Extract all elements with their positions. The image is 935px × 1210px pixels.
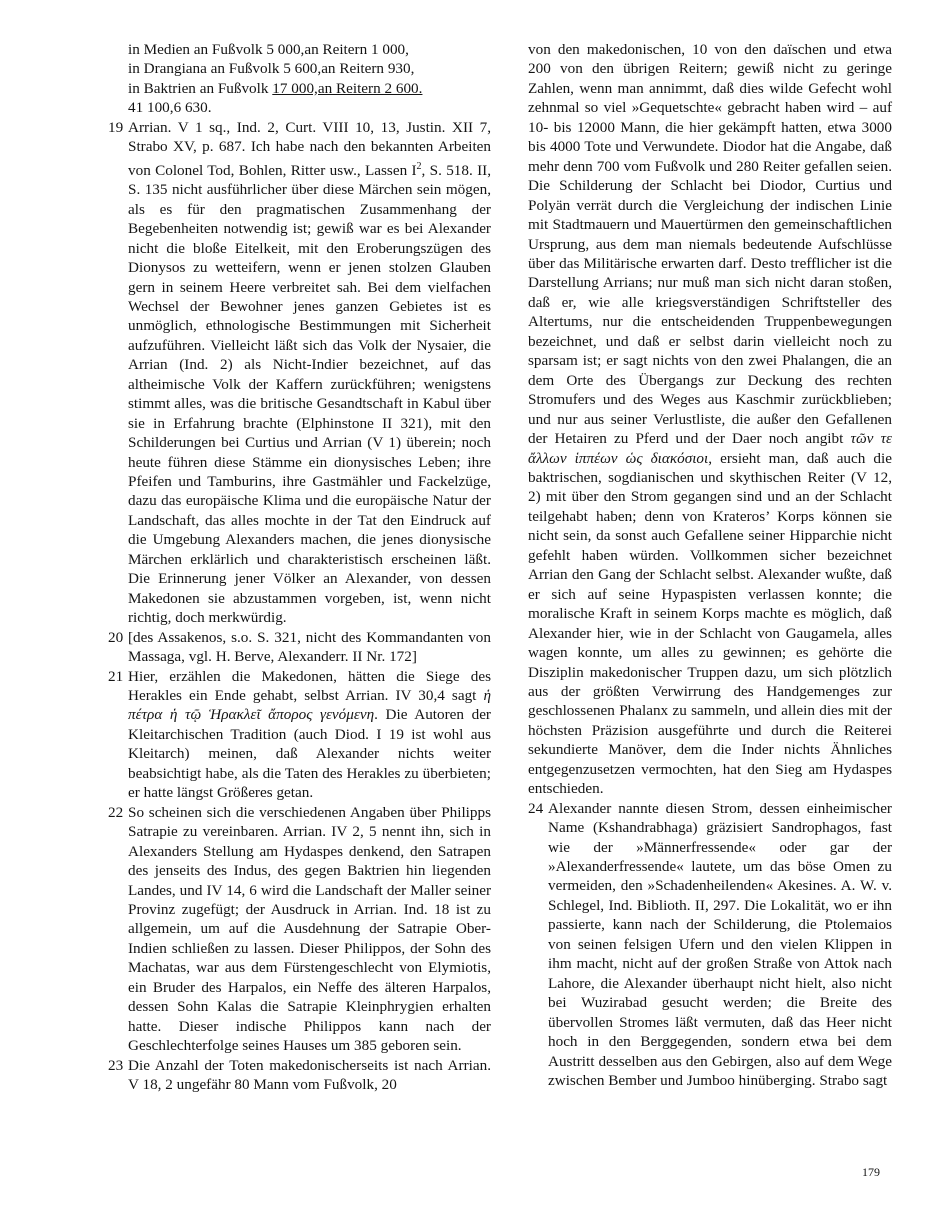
footnote-19-text-b: , S. 518. II, S. 135 nicht ausführlicher über diese Märchen sein mögen, als es für den pragmatischen Zusammenhang der Begebenheiten notwendig ist; gewiß war es bei Alexander nicht die bloße Eitelkeit, mit den Eroberungszügen des Dionysos zu wetteifern, wenn er jenen stolzen Glauben gern in seinem Heere verbreitet sah. Bei dem vielfachen Wechsel der Bewohner jenes ganzen Gebietes ist es unmöglich, ethnologische Bestimmungen mit Sicherheit aufzuführen. Vielleicht läßt sich das Volk der Nysaier, die Arrian (Ind. 2) als Nicht-Indier bezeichnet, auf das altheimische Volk der Kaffern zurückführen; wenigstens stimmt alles, was die britische Gesandtschaft in Kabul über sie in Erfahrung brachte (Elphinstone II 321), mit den Schilderungen bei Curtius und Arrian (V 1) überein; noch heute führen diese Stämme ein dionysisches Leben; ihre Pfeifen und Tamburins, ihre Gastmähler und Fackelzüge, dazu das europäische Klima und die europäische Natur der Landschaft, das alles mochte in der Tat den Eindruck auf die Umgebung Alexanders machen, die jenes dionysische Märchen erklärlich und charakteristisch erscheinen läßt. Die Erinnerung jener Völker an Alexander, von dessen Makedonen sie abzustammen vorgeben, ist, wenn nicht richtig, doch merkwürdig. <box>128 161 491 627</box>
footnote-21 <box>108 667 491 803</box>
footnote-21-greek: ἡ πέτρα ἡ τῷ Ἡρακλεῖ ἄπορος γενόμενη <box>128 687 491 724</box>
footnote-20-number: 20 <box>108 628 124 646</box>
page-number: 179 <box>862 1165 880 1179</box>
table-row-drangiana: in Drangiana an Fußvolk 5 600,an Reitern 930, <box>128 60 415 78</box>
table-row-baktrien-prefix: in Baktrien an Fußvolk <box>128 79 273 97</box>
footnote-19 <box>108 118 491 628</box>
footnote-23-greek: τῶν τε ἄλλων ἱππέων ὡς διακόσιοι <box>528 430 892 467</box>
footnote-20-text: [des Assakenos, s.o. S. 321, nicht des Kommandanten von Massaga, vgl. H. Berve, Alexanderr. II Nr. 172] <box>128 628 491 666</box>
footnote-22-number: 22 <box>108 803 124 821</box>
footnote-23 <box>108 1056 491 1095</box>
footnote-24 <box>528 799 892 1091</box>
left-column <box>108 40 491 1095</box>
footnote-22-text: So scheinen sich die verschiedenen Angaben über Philipps Satrapie zu vereinbaren. Arrian. IV 2, 5 nennt ihn, sich in Alexanders Stellung am Hydaspes denkend, den Satrapen des jenseits des Indus, des gegen Baktrien hin liegenden Landes, und IV 14, 6 wird die Landschaft der Maller seiner Provinz zugefügt; der Ausdruck in Arrian. Ind. 18 ist zu allgemein, um auf die Ausdehnung der Satrapie Ober-Indien schließen zu lassen. Dieser Philippos, der Sohn des Machatas, war aus dem Fürstengeschlecht von Elymiotis, ein Bruder des Harpalos, ein Neffe des älteren Harpalos, dessen Sohn Kalas die Satrapie Kleinphrygien erhalten hatte. Dieser indische Philippos kann nach der Geschlechterfolge seines Hauses um 385 geboren sein. <box>128 803 491 1055</box>
table-total: 41 100,6 630. <box>128 99 212 117</box>
footnote-19-superscript: 2 <box>416 160 422 172</box>
footnote-21-text-a: Hier, erzählen die Makedonen, hätten die Siege des Herakles ein Ende gehabt, selbst Arrian. IV 30,4 sagt <box>128 667 491 705</box>
right-column <box>528 40 892 1090</box>
table-row-baktrien <box>108 79 491 98</box>
footnote-23-number: 23 <box>108 1056 124 1074</box>
footnote-19-number: 19 <box>108 118 124 136</box>
footnote-23-text-right-a: von den makedonischen, 10 von den daïschen und etwa 200 von den übrigen Reitern; gewiß nicht zu geringe Zahlen, wenn man annimmt, daß dies wilde Gefecht wohl zehnmal so viel »Gequetschte« gebracht haben wird – auf 10- bis 12000 Mann, die hier gekämpft hatten, etwa 3000 bis 4000 Tote und Verwundete. Diodor hat die Angabe, daß mehr denn 700 vom Fußvolk und 280 Reiter gefallen seien. Die Schilderung der Schlacht bei Diodor, Curtius und Polyän verrät durch die Vergleichung der indischen Linie mit Stadtmauern und Mauertürmen den gemeinschaftlichen Ursprung, aus dem man niemals bedeutende Aufschlüsse über das Militärische erwarten darf. Desto trefflicher ist die Darstellung Arrians; nur muß man sich nicht daran stoßen, daß er, wie alle kriegsverständigen Schriftsteller des Altertums, nur die entscheidenden Truppenbewegungen bezeichnet, und daß er selbst darin vielleicht noch zu sparsam ist; er sagt nichts von den zwei Phalangen, die an dem Orte des Übergangs zur Deckung des rechten Stromufers und des Weges aus Kaschmir zurückblieben; und nur aus seiner Verlustliste, die außer den Gefallenen der Hetairen zu Pferd und der Daer noch angibt <box>528 41 892 448</box>
footnote-23-continued <box>528 40 892 799</box>
footnote-20 <box>108 628 491 667</box>
footnote-21-number: 21 <box>108 667 124 685</box>
footnote-24-text: Alexander nannte diesen Strom, dessen einheimischer Name (Kshandrabhaga) gräzisiert Sandrophagos, fast wie der »Männerfressende« oder gar der »Alexanderfressende« lautete, um das böse Omen zu vermeiden, den »Schadenheilenden« Akesines. A. W. v. Schlegel, Ind. Biblioth. II, 297. Die Lokalität, wo er ihn passierte, kann nach der Schilderung, die Ptolemaios von seinen felsigen Ufern und den vielen Klippen in ihm macht, nicht auf der großen Straße von Attok nach Lahore, die Alexander überhaupt nicht hielt, also nicht bei Wuzirabad gesucht werden; die Breite des übervollen Stromes läßt vermuten, daß das Heer nicht hoch in den Berggegenden, sondern etwa bei dem Austritt desselben aus den Gebirgen, also auf dem Wege zwischen Bember und Jumboo hinüberging. Strabo sagt <box>548 799 892 1090</box>
footnote-21-text-b: . Die Autoren der Kleitarchischen Tradition (auch Diod. I 19 ist wohl aus Kleitarch) meinen, daß Alexander nichts weiter beabsichtigt habe, als die Taten des Herakles zu überbieten; er hatte längst Größeres getan. <box>128 706 491 802</box>
footnote-19-text-a: Arrian. V 1 sq., Ind. 2, Curt. VIII 10, 13, Justin. XII 7, Strabo XV, p. 687. Ich habe nach den bekannten Arbeiten von Colonel Tod, Bohlen, Ritter usw., Lassen I <box>128 118 491 179</box>
footnote-23-text-right-b: , ersieht man, daß auch die baktrischen, sogdianischen und skythischen Reiter (V 12, 2) mit über den Strom gegangen sind und an der Schlacht teilgehabt haben; denn von Krateros’ Korps können sie nicht sein, da sonst auch Gefallene seiner Hipparchie nicht gefehlt haben würden. Vollkommen sicher bezeichnet Arrian den Gang der Schlacht selbst. Alexander wußte, daß er sich auf seine Hypaspisten verlassen konnte; die moralische Kraft in seinem Korps machte es möglich, daß Alexander hier, wie in der Schlacht von Gaugamela, alles wagen konnte, um alles zu gewinnen; es gehörte die Disziplin makedonischer Truppen dazu, um sich plötzlich aus der größten Verwirrung des Handgemenges zur geschlossenen Phalanx zu sammeln, und allein dies mit der höchsten Präzision ausgeführte und durch die Reiterei sekundierte Manöver, dem die Inder nichts Ähnliches entgegenzusetzen vermochten, hat den Sieg am Hydaspes entschieden. <box>528 449 892 798</box>
table-row-medien: in Medien an Fußvolk 5 000,an Reitern 1 000, <box>128 41 409 58</box>
footnote-24-number: 24 <box>528 799 544 817</box>
table-row-baktrien-underlined: 17 000,an Reitern 2 600. <box>272 79 423 97</box>
footnote-23-text-left: Die Anzahl der Toten makedonischerseits ist nach Arrian. V 18, 2 ungefähr 80 Mann vom Fußvolk, 20 <box>128 1056 491 1094</box>
footnote-22 <box>108 803 491 1056</box>
